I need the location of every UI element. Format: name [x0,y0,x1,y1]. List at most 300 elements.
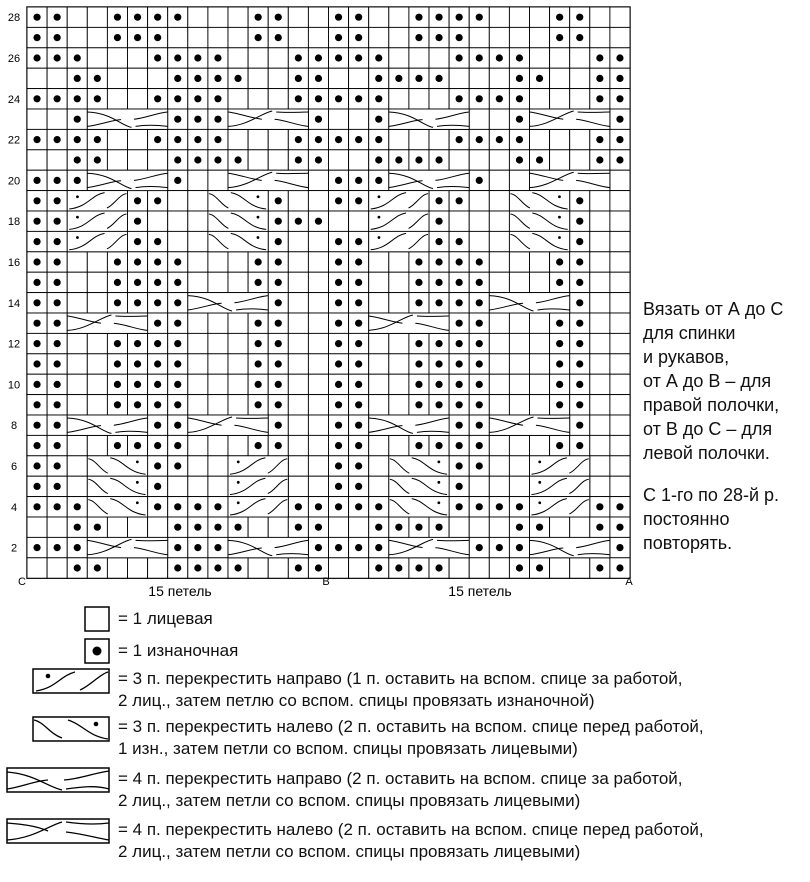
knit-stitch [228,129,248,149]
purl-dot [33,258,40,265]
knit-stitch [87,252,107,272]
cable-4-right [228,537,308,557]
purl-dot [54,299,61,306]
purl-dot [476,422,483,429]
purl-dot [335,320,342,327]
knit-stitch [369,354,389,374]
legend-line: = 4 п. перекрестить направо (2 п. оставить на вспом. спице за работой, [118,769,683,788]
knit-stitch [610,252,630,272]
purl-dot [355,54,362,61]
knit-stitch [128,89,148,109]
purl-dot [194,116,201,123]
knit-stitch [288,293,308,313]
purl-dot [435,401,442,408]
purl-dot [194,564,201,571]
purl-dot [214,136,221,143]
purl-dot [154,14,161,21]
knit-stitch [590,313,610,333]
purl-dot [154,442,161,449]
purl-dot [174,422,181,429]
knit-stitch [369,293,389,313]
repeat-line: С 1-го по 28-й р. [643,485,780,505]
purl-dot [355,442,362,449]
purl-dot [335,258,342,265]
purl-dot [255,320,262,327]
knit-stitch [610,313,630,333]
knit-stitch [329,109,349,129]
knit-stitch [590,415,610,435]
knit-stitch [268,558,288,578]
knit-stitch [469,191,489,211]
knit-stitch [67,374,87,394]
knit-stitch [268,68,288,88]
knit-stitch [288,395,308,415]
knit-stitch [590,476,610,496]
purl-dot [74,564,81,571]
purl-dot [476,503,483,510]
purl-dot [295,156,302,163]
knit-stitch [27,517,47,537]
purl-dot [174,524,181,531]
knit-stitch [47,558,67,578]
purl-dot [556,381,563,388]
purl-dot [456,14,463,21]
knit-stitch [228,272,248,292]
purl-dot [275,360,282,367]
knit-stitch [489,252,509,272]
knit-stitch [168,27,188,47]
knit-stitch [590,191,610,211]
purl-dot [435,34,442,41]
purl-dot [576,360,583,367]
purl-dot [234,156,241,163]
purl-dot [255,34,262,41]
purl-dot [54,197,61,204]
knit-stitch [248,150,268,170]
purl-dot [516,524,523,531]
purl-dot [54,14,61,21]
knit-stitch [590,272,610,292]
purl-dot [54,54,61,61]
purl-dot [255,381,262,388]
knit-stitch [469,211,489,231]
cable-4-right [87,109,167,129]
knit-stitch [168,476,188,496]
knit-stitch [228,374,248,394]
knit-stitch [67,395,87,415]
purl-dot [94,524,101,531]
legend-line: 2 лиц., затем петли со вспом. спицы провязать лицевыми) [118,842,581,861]
purl-dot [54,422,61,429]
purl-dot [74,524,81,531]
purl-dot [54,320,61,327]
knit-stitch [530,7,550,27]
purl-dot [355,197,362,204]
knit-stitch [469,109,489,129]
knit-stitch [47,517,67,537]
knit-stitch [469,476,489,496]
knit-stitch [107,68,127,88]
purl-dot [134,299,141,306]
purl-dot [295,564,302,571]
purl-dot [355,483,362,490]
purl-dot [476,442,483,449]
purl-dot [295,75,302,82]
knit-stitch [429,89,449,109]
knit-stitch [67,252,87,272]
purl-dot [415,360,422,367]
knit-stitch [329,150,349,170]
purl-dot [275,258,282,265]
purl-dot [536,564,543,571]
knit-stitch [248,129,268,149]
purl-dot [536,75,543,82]
knit-stitch [610,333,630,353]
purl-dot [476,340,483,347]
knit-stitch [87,354,107,374]
knit-stitch [530,354,550,374]
purl-dot [275,279,282,286]
purl-dot [476,299,483,306]
knit-stitch [148,517,168,537]
knit-stitch [208,374,228,394]
purl-dot [194,95,201,102]
knit-stitch [489,150,509,170]
purl-dot [516,95,523,102]
purl-dot [234,75,241,82]
knit-stitch [107,48,127,68]
knit-stitch [308,170,328,190]
knit-stitch [369,374,389,394]
legend-cross-3-right [118,668,683,712]
knit-stitch [27,150,47,170]
purl-dot [415,299,422,306]
purl-dot [456,197,463,204]
knit-stitch [208,456,228,476]
knit-stitch [550,558,570,578]
purl-dot [335,462,342,469]
knit-stitch [308,231,328,251]
purl-dot [295,524,302,531]
knit-stitch [590,252,610,272]
purl-dot [355,544,362,551]
purl-dot [214,95,221,102]
knit-stitch [308,415,328,435]
purl-dot [355,503,362,510]
knit-stitch [570,517,590,537]
purl-dot [33,238,40,245]
cross-4-left-symbol [4,816,112,846]
purl-dot [174,299,181,306]
repeat-line: постоянно [643,509,730,529]
purl-dot [375,503,382,510]
knit-stitch [610,374,630,394]
knit-stitch [610,272,630,292]
row-number: 12 [7,338,21,351]
purl-dot [255,258,262,265]
purl-dot [596,75,603,82]
knit-stitch [389,27,409,47]
purl-dot [174,340,181,347]
cable-3-left [389,476,449,496]
purl-dot [355,177,362,184]
purl-dot [355,238,362,245]
repeat-note [643,483,779,555]
knit-stitch [87,48,107,68]
knit-stitch [128,129,148,149]
purl-dot [395,564,402,571]
knit-stitch [429,129,449,149]
purl-dot [174,95,181,102]
knit-stitch [610,415,630,435]
purl-dot [74,116,81,123]
knit-stitch [208,476,228,496]
knit-stitch [47,68,67,88]
purl-dot [616,136,623,143]
purl-dot [616,156,623,163]
purl-dot [174,258,181,265]
cable-3-left [208,231,268,251]
purl-dot [94,75,101,82]
purl-dot [194,136,201,143]
cable-3-left [389,456,449,476]
knit-stitch [489,191,509,211]
knit-stitch [489,109,509,129]
purl-dot [435,442,442,449]
purl-dot [375,75,382,82]
knit-stitch [349,68,369,88]
purl-dot [616,544,623,551]
knit-stitch [228,48,248,68]
purl-dot [415,524,422,531]
purl-dot [154,340,161,347]
knit-stitch [228,27,248,47]
purl-dot [255,401,262,408]
knit-stitch [308,293,328,313]
purl-dot [335,238,342,245]
knit-stitch [107,558,127,578]
knit-stitch [308,313,328,333]
edge-label-a: A [625,576,633,588]
purl-dot [355,340,362,347]
cable-4-left [67,313,147,333]
knit-stitch [188,313,208,333]
knit-stitch [610,191,630,211]
knit-stitch [489,211,509,231]
purl-dot [154,462,161,469]
purl-dot [114,34,121,41]
knit-stitch [329,68,349,88]
knit-stitch [509,272,529,292]
cable-4-right [369,415,449,435]
knit-stitch [188,231,208,251]
knit-stitch [509,374,529,394]
purl-dot [154,401,161,408]
purl-dot [435,279,442,286]
purl-dot [435,340,442,347]
purl-dot [114,442,121,449]
knit-stitch [389,333,409,353]
cable-3-right [67,231,127,251]
purl-dot [154,381,161,388]
knit-stitch [449,150,469,170]
knit-stitch [590,231,610,251]
knit-stitch [550,129,570,149]
purl-dot [576,279,583,286]
purl-dot [33,218,40,225]
knit-stitch [188,395,208,415]
knit-stitch [67,476,87,496]
purl-dot [255,360,262,367]
cable-4-left [228,170,308,190]
knit-stitch [248,558,268,578]
knit-stitch [369,252,389,272]
knit-stitch [489,68,509,88]
cable-4-right [67,415,147,435]
row-numbers [8,12,20,554]
purl-dot [496,136,503,143]
knit-stitch [248,517,268,537]
purl-dot [134,381,141,388]
knit-stitch [369,476,389,496]
purl-dot [54,483,61,490]
edge-label-b: B [322,576,330,588]
purl-dot [33,340,40,347]
cable-4-left [188,415,268,435]
purl-dot [516,54,523,61]
purl-dot [375,156,382,163]
knit-stitch [208,252,228,272]
purl-dot [114,279,121,286]
purl-dot [194,156,201,163]
knit-stitch [409,129,429,149]
knit-stitch [530,374,550,394]
purl-dot [134,197,141,204]
purl-dot [214,564,221,571]
legend-cross-4-right [118,768,683,812]
purl-dot [516,544,523,551]
knit-stitch [489,231,509,251]
row-number: 4 [10,501,18,514]
instruction-line: от В до С – для [643,419,773,439]
knit-stitch [449,211,469,231]
purl-dot [315,503,322,510]
purl-dot [335,422,342,429]
purl-dot [315,54,322,61]
knit-stitch [530,435,550,455]
purl-dot [54,177,61,184]
knit-stitch [489,558,509,578]
cable-3-left [208,191,268,211]
legend-knit: = 1 лицевая [118,609,213,628]
section-label-right: 15 петель [448,583,512,599]
knit-stitch [128,48,148,68]
instruction-line: правой полочки, [643,395,780,415]
purl-dot [616,503,623,510]
purl-dot [355,34,362,41]
purl-dot [174,462,181,469]
purl-dot [315,136,322,143]
cable-3-right [369,211,429,231]
cable-3-left [509,231,569,251]
purl-dot [435,299,442,306]
knit-stitch [208,313,228,333]
purl-dot [54,340,61,347]
cable-3-right [228,476,288,496]
cable-4-right [87,170,167,190]
purl-dot [355,422,362,429]
legend-purl: = 1 изнаночная [118,641,239,660]
knit-stitch [610,231,630,251]
purl-dot [516,156,523,163]
cable-3-left [87,476,147,496]
purl-dot [476,462,483,469]
purl-dot [74,177,81,184]
repeat-line: повторять. [643,533,733,553]
knit-stitch [570,129,590,149]
purl-dot [33,483,40,490]
knit-stitch [47,150,67,170]
knit-stitch [590,27,610,47]
purl-dot [596,136,603,143]
knit-stitch [530,252,550,272]
knit-stitch [87,374,107,394]
knit-stitch [610,211,630,231]
purl-dot [275,381,282,388]
knit-stitch [449,558,469,578]
knit-stitch [288,191,308,211]
knit-stitch [590,354,610,374]
knit-stitch [188,170,208,190]
knit-stitch [148,68,168,88]
cable-3-right [67,191,127,211]
purl-dot [335,503,342,510]
knit-stitch [409,48,429,68]
purl-dot [536,524,543,531]
instructions [643,297,783,465]
knit-stitch [550,150,570,170]
purl-dot [456,299,463,306]
purl-dot [54,442,61,449]
purl-dot [33,381,40,388]
knit-stitch [489,272,509,292]
cable-3-right [228,497,288,517]
knit-stitch [570,150,590,170]
knit-stitch [489,354,509,374]
purl-dot [154,279,161,286]
purl-dot [335,136,342,143]
cable-4-right [188,293,268,313]
knit-stitch [308,27,328,47]
knit-stitch [67,456,87,476]
purl-dot [134,218,141,225]
knit-stitch [288,231,308,251]
knit-stitch [67,435,87,455]
purl-dot [476,258,483,265]
purl-dot [33,299,40,306]
purl-dot [456,422,463,429]
purl-dot [74,503,81,510]
purl-dot [134,279,141,286]
purl-dot [154,95,161,102]
legend-line: 1 изн., затем петли со вспом. спицы провязать лицевыми) [118,739,578,758]
knit-stitch [87,333,107,353]
purl-dot [415,75,422,82]
knit-stitch [248,68,268,88]
purl-dot [94,136,101,143]
purl-dot [54,218,61,225]
purl-dot [194,524,201,531]
